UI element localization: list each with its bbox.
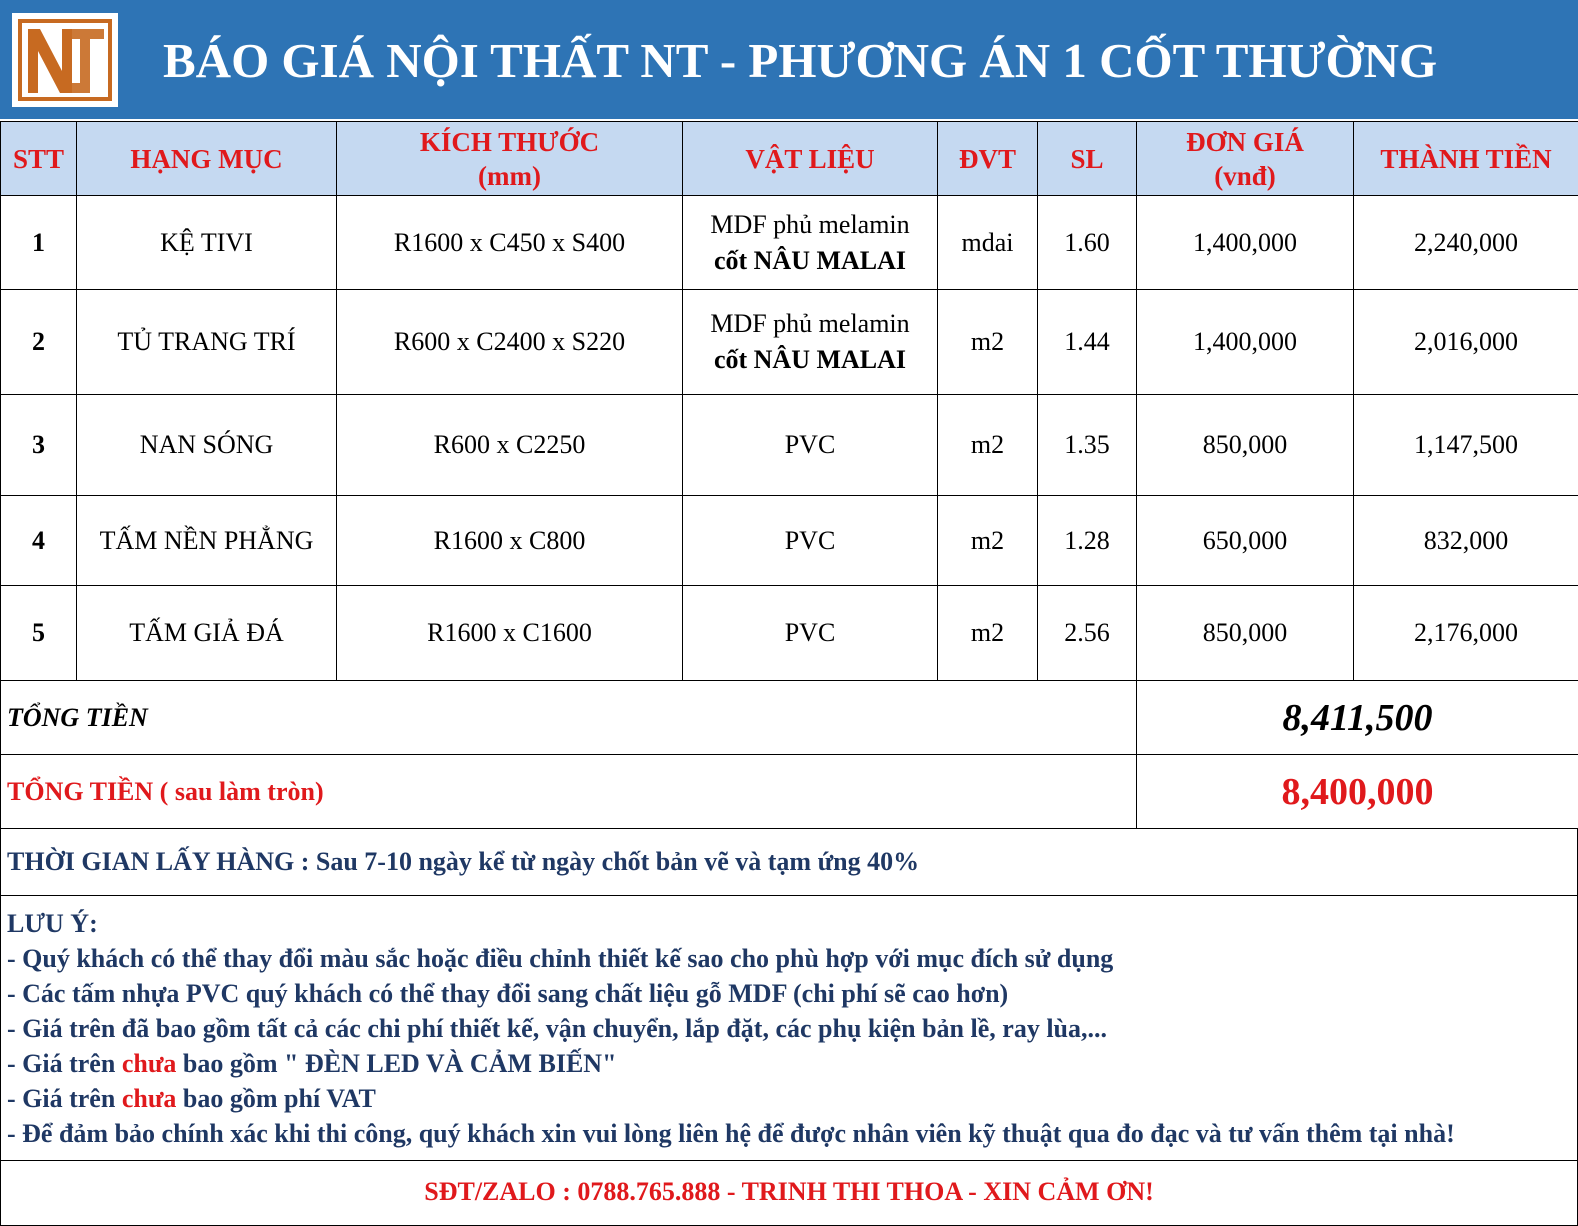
cell-amount: 832,000: [1354, 496, 1578, 586]
cell-material: PVC: [683, 395, 938, 496]
header-qty: SL: [1038, 122, 1137, 196]
material-line1: MDF phủ melamin: [710, 209, 910, 239]
header-price-line1: ĐƠN GIÁ: [1186, 126, 1304, 157]
quotation-table: [0, 121, 1578, 681]
cell-stt: 3: [1, 395, 77, 496]
cell-material: [683, 290, 938, 395]
header-size: [337, 122, 683, 196]
rounded-total-value: 8,400,000: [1137, 755, 1578, 829]
cell-unit: m2: [938, 395, 1038, 496]
cell-amount: 2,176,000: [1354, 586, 1578, 681]
note-text: - Giá trên: [7, 1084, 122, 1113]
cell-qty: 1.44: [1038, 290, 1137, 395]
cell-size: R600 x C2400 x S220: [337, 290, 683, 395]
cell-price: 1,400,000: [1137, 290, 1354, 395]
header-unit: ĐVT: [938, 122, 1038, 196]
cell-item: KỆ TIVI: [77, 196, 337, 290]
cell-qty: 1.35: [1038, 395, 1137, 496]
note-line: [7, 1046, 1571, 1081]
table-row: [1, 496, 1578, 586]
cell-material: PVC: [683, 586, 938, 681]
cell-item: TẤM NỀN PHẲNG: [77, 496, 337, 586]
header-size-line2: (mm): [478, 160, 541, 191]
cell-price: 850,000: [1137, 395, 1354, 496]
note-line: - Các tấm nhựa PVC quý khách có thể thay đổi sang chất liệu gỗ MDF (chi phí sẽ cao hơn): [7, 979, 1009, 1008]
cell-unit: m2: [938, 586, 1038, 681]
notes-title: LƯU Ý:: [7, 909, 98, 938]
cell-item: NAN SÓNG: [77, 395, 337, 496]
cell-size: R1600 x C450 x S400: [337, 196, 683, 290]
header-item: HẠNG MỤC: [77, 122, 337, 196]
note-highlight: chưa: [121, 1049, 177, 1078]
cell-unit: m2: [938, 290, 1038, 395]
cell-stt: 2: [1, 290, 77, 395]
cell-size: R1600 x C1600: [337, 586, 683, 681]
total-label: TỔNG TIỀN: [1, 681, 1137, 755]
table-row: [1, 290, 1578, 395]
cell-stt: 4: [1, 496, 77, 586]
cell-price: 850,000: [1137, 586, 1354, 681]
cell-size: R1600 x C800: [337, 496, 683, 586]
table-header-row: [1, 122, 1578, 196]
material-line1: MDF phủ melamin: [710, 309, 910, 338]
cell-item: TỦ TRANG TRÍ: [77, 290, 337, 395]
note-text: - Giá trên: [7, 1049, 122, 1078]
note-line: [7, 1081, 1571, 1116]
cell-amount: 1,147,500: [1354, 395, 1578, 496]
notes-section: [0, 896, 1578, 1161]
cell-material: PVC: [683, 496, 938, 586]
header-amount: THÀNH TIỀN: [1354, 122, 1578, 196]
cell-unit: mdai: [938, 196, 1038, 290]
page-title: BÁO GIÁ NỘI THẤT NT - PHƯƠNG ÁN 1 CỐT THƯỜNG: [163, 33, 1438, 88]
material-line2: cốt NÂU MALAI: [713, 245, 907, 275]
cell-unit: m2: [938, 496, 1038, 586]
header-price: [1137, 122, 1354, 196]
total-value: 8,411,500: [1137, 681, 1578, 755]
cell-stt: 1: [1, 196, 77, 290]
total-row: [1, 681, 1578, 755]
cell-stt: 5: [1, 586, 77, 681]
table-row: [1, 586, 1578, 681]
cell-qty: 2.56: [1038, 586, 1137, 681]
note-highlight: chưa: [121, 1084, 177, 1113]
note-line: - Để đảm bảo chính xác khi thi công, quý khách xin vui lòng liên hệ để được nhân viên kỹ thuật qua đo đạc và tư vấn thêm tại nhà!: [7, 1119, 1455, 1148]
note-text: bao gồm " ĐÈN LED VÀ CẢM BIẾN": [176, 1049, 617, 1078]
cell-price: 650,000: [1137, 496, 1354, 586]
nt-logo-graphic: [18, 19, 112, 101]
note-line: - Quý khách có thể thay đổi màu sắc hoặc điều chỉnh thiết kế sao cho phù hợp với mục đích sử dụng: [7, 944, 1114, 973]
header-price-line2: (vnđ): [1214, 160, 1276, 191]
contact-footer: SĐT/ZALO : 0788.765.888 - TRINH THI THOA - XIN CẢM ƠN!: [0, 1161, 1578, 1226]
nt-logo-icon: [12, 13, 118, 107]
rounded-total-row: [1, 755, 1578, 829]
header-stt: STT: [1, 122, 77, 196]
header-banner: [0, 0, 1578, 121]
note-line: - Giá trên đã bao gồm tất cả các chi phí thiết kế, vận chuyển, lắp đặt, các phụ kiện bản lề, ray lùa,...: [7, 1014, 1107, 1043]
cell-qty: 1.60: [1038, 196, 1137, 290]
delivery-time: THỜI GIAN LẤY HÀNG : Sau 7-10 ngày kể từ ngày chốt bản vẽ và tạm ứng 40%: [0, 828, 1578, 896]
totals-table: [0, 680, 1578, 829]
header-size-line1: KÍCH THƯỚC: [419, 126, 600, 157]
cell-size: R600 x C2250: [337, 395, 683, 496]
cell-qty: 1.28: [1038, 496, 1137, 586]
cell-price: 1,400,000: [1137, 196, 1354, 290]
cell-amount: 2,016,000: [1354, 290, 1578, 395]
cell-item: TẤM GIẢ ĐÁ: [77, 586, 337, 681]
note-text: bao gồm phí VAT: [176, 1084, 376, 1113]
rounded-total-label: TỔNG TIỀN ( sau làm tròn): [1, 755, 1137, 829]
header-material: VẬT LIỆU: [683, 122, 938, 196]
cell-amount: 2,240,000: [1354, 196, 1578, 290]
table-row: [1, 395, 1578, 496]
cell-material: [683, 196, 938, 290]
table-row: [1, 196, 1578, 290]
material-line2: cốt NÂU MALAI: [713, 345, 907, 374]
